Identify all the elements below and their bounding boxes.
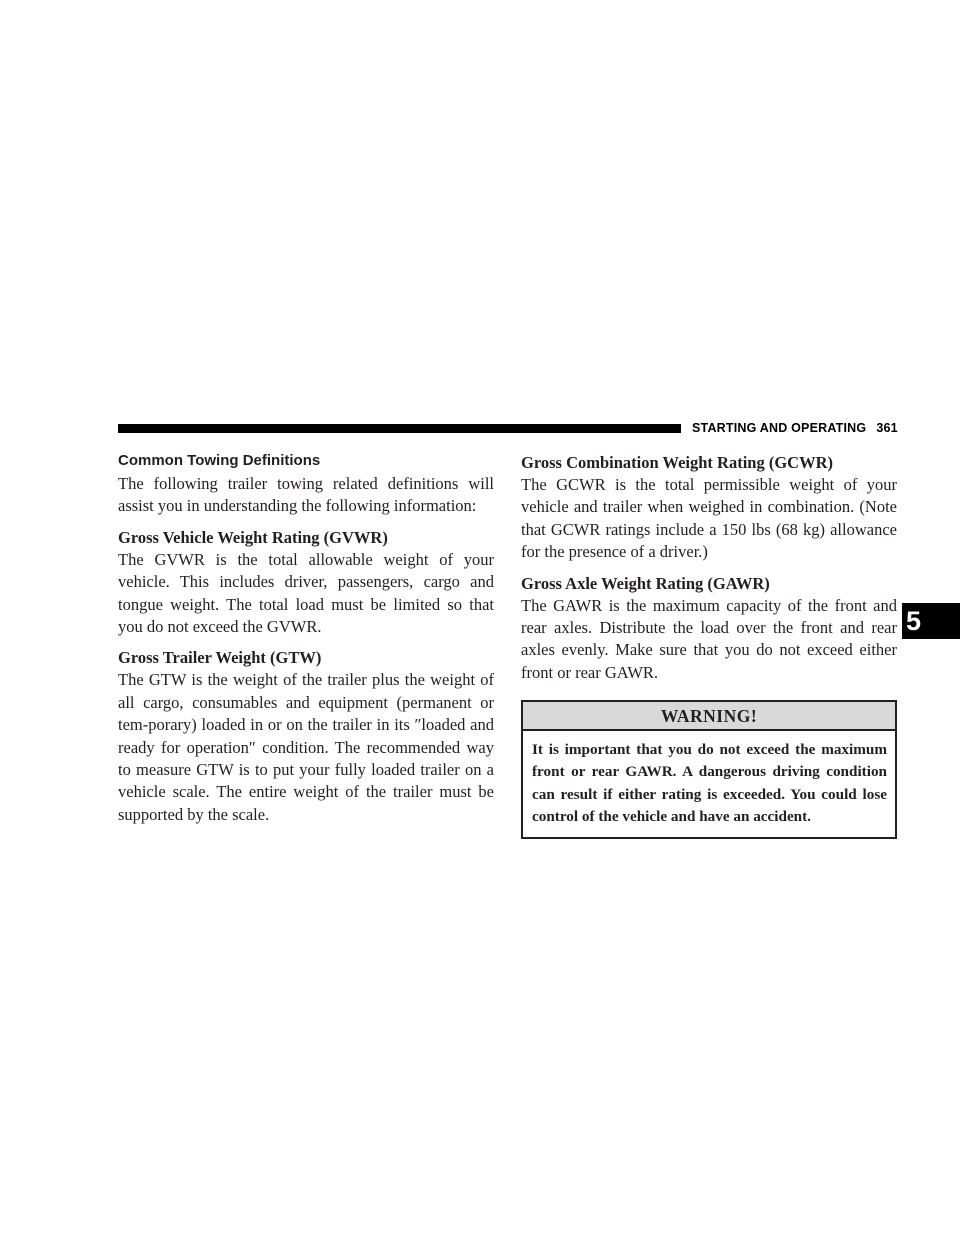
header-rule [118,424,681,433]
left-column [118,452,494,826]
chapter-tab: 5 [902,603,960,639]
warning-title: WARNING! [523,702,895,731]
page-number: 361 [876,421,898,435]
running-head [692,421,898,435]
warning-text: It is important that you do not exceed the maximum front or rear GAWR. A dangerous driving condition can result if either rating is exceeded. You could lose control of the vehicle and have an accident. [532,741,887,825]
gawr-paragraph: The GAWR is the maximum capacity of the front and rear axles. Distribute the load over the front and rear axles evenly. Make sure that you do not exceed either front or rear GAWR. [521,595,897,682]
gvwr-heading: Gross Vehicle Weight Rating (GVWR) [118,527,388,547]
right-column [521,452,897,839]
warning-box [521,700,897,839]
gawr-heading: Gross Axle Weight Rating (GAWR) [521,573,770,593]
gcwr-paragraph: The GCWR is the total permissible weight of your vehicle and trailer when weighed in combination. (Note that GCWR ratings include a 150 lbs (68 kg) allowance for the presence of a driver.) [521,475,897,562]
section-title: Common Towing Definitions [118,452,321,469]
gvwr-paragraph: The GVWR is the total allowable weight of your vehicle. This includes driver, passengers, cargo and tongue weight. The total load must be limited so that you do not exceed the GVWR. [118,549,494,637]
gtw-heading: Gross Trailer Weight (GTW) [118,648,322,668]
gcwr-heading: Gross Combination Weight Rating (GCWR) [521,453,834,472]
intro-paragraph: The following trailer towing related definitions will assist you in understanding the following information: [118,474,494,516]
section-name: STARTING AND OPERATING [692,421,867,435]
gtw-paragraph: The GTW is the weight of the trailer plus the weight of all cargo, consumables and equipment (permanent or tem-porary) loaded in or on the trailer in its ″loaded and ready for operation″ condition. The recommended way to measure GTW is to put your fully loaded trailer on a vehicle scale. The entire weight of the trailer must be supported by the scale. [118,670,494,824]
